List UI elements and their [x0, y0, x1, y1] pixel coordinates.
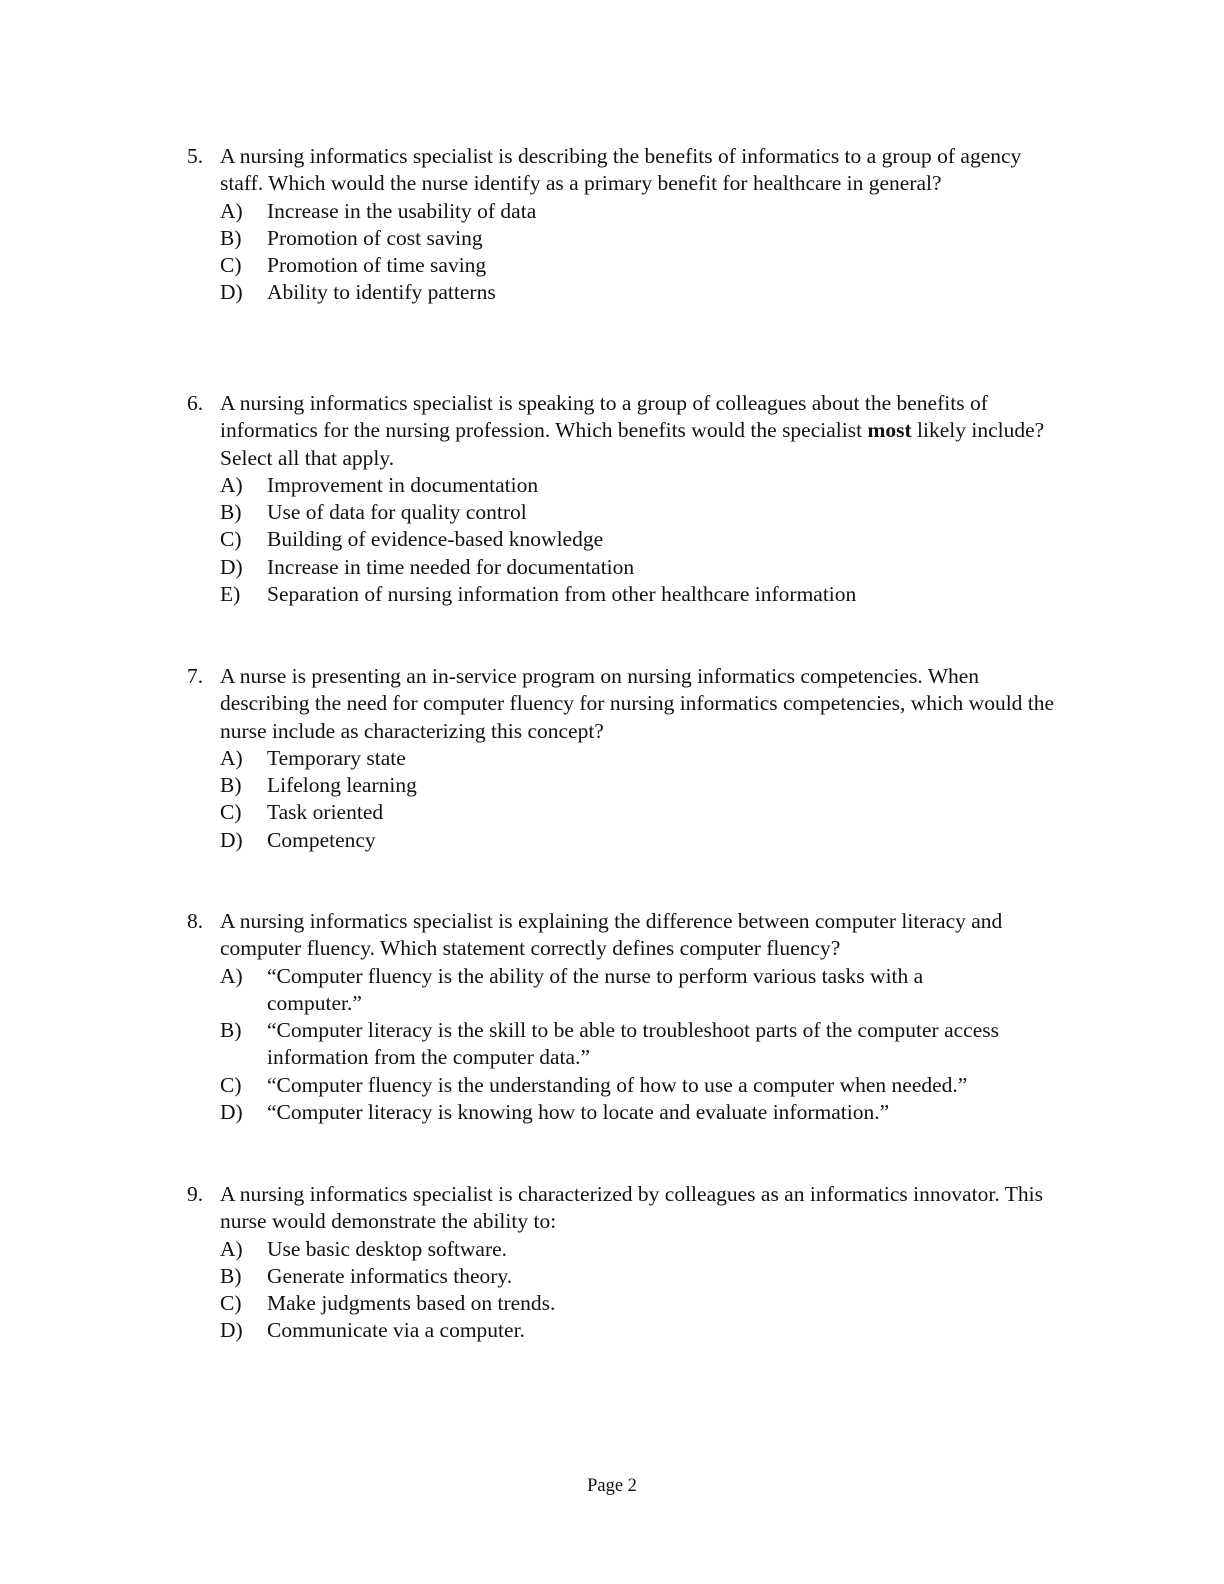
answer-option: [187, 1290, 1067, 1317]
option-text: Task oriented: [267, 800, 384, 825]
option-text: Lifelong learning: [267, 773, 417, 798]
option-text: “Computer literacy is the skill to be able to troubleshoot parts of the computer access information from the computer data.”: [267, 1018, 999, 1070]
answer-option: [187, 827, 1067, 854]
question-stem: [187, 1181, 1067, 1236]
question-text: A nursing informatics specialist is speaking to a group of colleagues about the benefits of informatics for the nursing profession. Which benefits would the specialist: [220, 391, 988, 443]
question-text: A nursing informatics specialist is explaining the difference between computer literacy and computer fluency. Which statement correctly defines computer fluency?: [220, 909, 1003, 961]
option-letter: B): [220, 500, 242, 525]
option-text: Competency: [267, 827, 376, 852]
answer-option: [187, 1236, 1067, 1263]
option-text: Ability to identify patterns: [267, 280, 496, 305]
question-text-end: likely include? Select all that apply.: [220, 418, 1045, 470]
question-6: [187, 390, 1067, 608]
option-letter: D): [220, 280, 243, 305]
answer-options: [187, 198, 1067, 307]
answer-option: [187, 526, 1067, 553]
answer-option: [187, 472, 1067, 499]
question-text: A nurse is presenting an in-service program on nursing informatics competencies. When describing the need for computer fluency for nursing informatics competencies, which would the nurse include as characterizing this concept?: [220, 664, 1055, 743]
question-text: A nursing informatics specialist is describing the benefits of informatics to a group of agency staff. Which would the nurse identify as a primary benefit for healthcare in general?: [220, 144, 1022, 196]
question-stem: [187, 390, 1067, 472]
option-text: Communicate via a computer.: [267, 1318, 525, 1343]
question-stem: [187, 143, 1067, 198]
answer-option: [187, 198, 1067, 225]
option-text: Use basic desktop software.: [267, 1236, 508, 1261]
option-letter: C): [220, 253, 242, 278]
option-letter: B): [220, 1018, 242, 1043]
question-number: 5.: [187, 144, 204, 168]
option-text: Temporary state: [267, 745, 406, 770]
option-text: “Computer literacy is knowing how to locate and evaluate information.”: [267, 1100, 890, 1125]
option-letter: D): [220, 554, 243, 579]
question-number: 8.: [187, 909, 204, 933]
question-7: [187, 663, 1067, 854]
option-letter: E): [220, 582, 241, 607]
answer-option: [187, 1099, 1067, 1126]
option-text: “Computer fluency is the ability of the nurse to perform various tasks with a computer.”: [267, 963, 924, 1015]
question-number: 7.: [187, 664, 204, 688]
question-number: 9.: [187, 1182, 204, 1206]
option-letter: C): [220, 1072, 242, 1097]
option-text: Promotion of time saving: [267, 253, 487, 278]
option-letter: A): [220, 1236, 243, 1261]
answer-option: [187, 252, 1067, 279]
option-text: Use of data for quality control: [267, 500, 527, 525]
question-number: 6.: [187, 391, 204, 415]
question-text: A nursing informatics specialist is characterized by colleagues as an informatics innovator. This nurse would demonstrate the ability to:: [220, 1182, 1043, 1234]
option-letter: B): [220, 225, 242, 250]
option-text: Improvement in documentation: [267, 472, 539, 497]
option-letter: C): [220, 527, 242, 552]
option-text: Promotion of cost saving: [267, 225, 483, 250]
answer-option: [187, 1263, 1067, 1290]
answer-option: [187, 1072, 1067, 1099]
answer-options: [187, 963, 1067, 1127]
question-emphasis: most: [867, 418, 912, 443]
question-9: [187, 1181, 1067, 1345]
answer-option: [187, 225, 1067, 252]
option-text: Make judgments based on trends.: [267, 1291, 556, 1316]
option-letter: A): [220, 472, 243, 497]
question-stem: [187, 663, 1067, 745]
answer-option: [187, 581, 1067, 608]
answer-option: [187, 772, 1067, 799]
option-letter: C): [220, 800, 242, 825]
option-letter: D): [220, 827, 243, 852]
answer-option: [187, 799, 1067, 826]
option-letter: A): [220, 745, 243, 770]
option-letter: D): [220, 1318, 243, 1343]
question-5: [187, 143, 1067, 307]
option-text: Building of evidence-based knowledge: [267, 527, 604, 552]
answer-option: [187, 279, 1067, 306]
option-letter: A): [220, 963, 243, 988]
answer-option: [187, 1017, 1012, 1072]
answer-option: [187, 963, 997, 1018]
option-letter: A): [220, 198, 243, 223]
option-text: “Computer fluency is the understanding of how to use a computer when needed.”: [267, 1072, 968, 1097]
page-number: Page 2: [587, 1476, 637, 1496]
option-letter: C): [220, 1291, 242, 1316]
question-stem: [187, 908, 1067, 963]
option-letter: D): [220, 1100, 243, 1125]
answer-options: [187, 472, 1067, 608]
answer-option: [187, 554, 1067, 581]
answer-option: [187, 745, 1067, 772]
question-8: [187, 908, 1067, 1126]
option-letter: B): [220, 773, 242, 798]
answer-option: [187, 499, 1067, 526]
option-letter: B): [220, 1263, 242, 1288]
answer-options: [187, 745, 1067, 854]
answer-options: [187, 1236, 1067, 1345]
option-text: Increase in the usability of data: [267, 198, 537, 223]
option-text: Increase in time needed for documentation: [267, 554, 635, 579]
option-text: Generate informatics theory.: [267, 1263, 513, 1288]
answer-option: [187, 1317, 1067, 1344]
page-footer: [0, 1475, 1224, 1497]
option-text: Separation of nursing information from other healthcare information: [267, 582, 857, 607]
